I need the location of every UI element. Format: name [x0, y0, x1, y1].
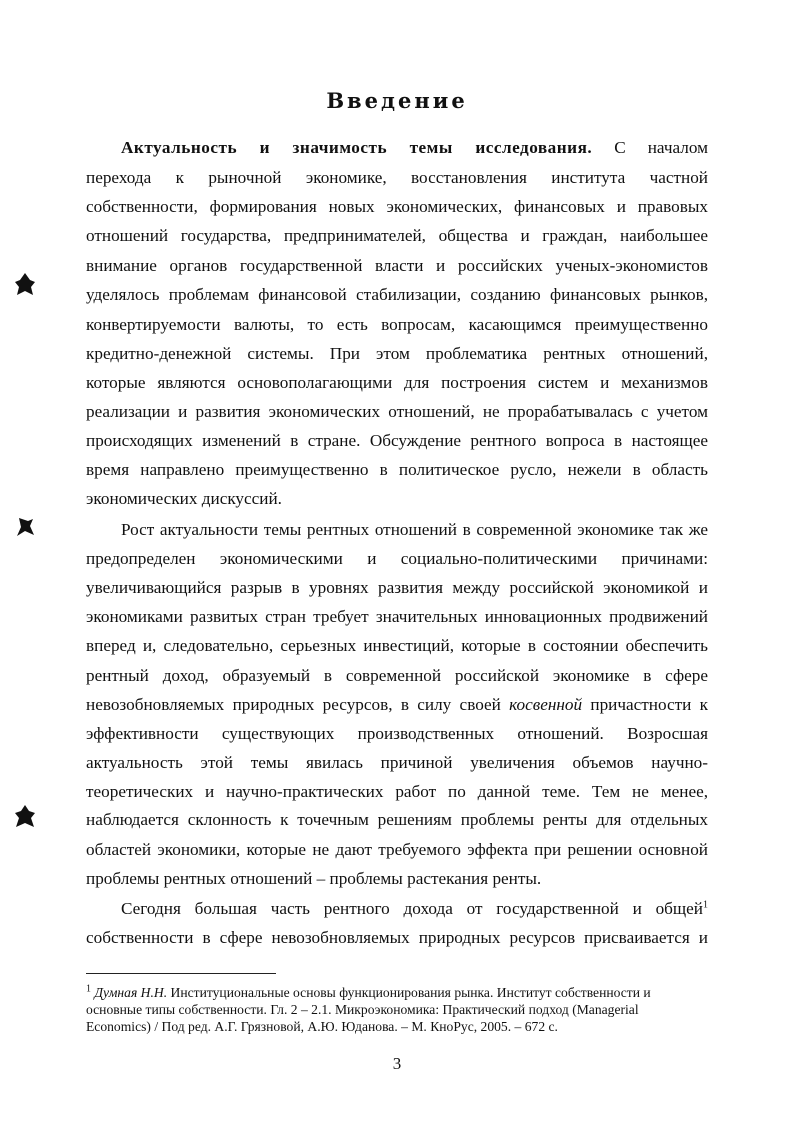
- line-text: экономиками развитых стран требует значительных инновационных продвижений: [86, 607, 708, 626]
- line-text: собственности, формирования новых экономических, финансовых и правовых: [86, 197, 708, 216]
- text-line: [86, 808, 708, 832]
- text-line: [86, 693, 708, 717]
- text-line: [86, 224, 708, 248]
- footnote-ref: 1: [703, 899, 708, 911]
- line-text: эффективности существующих производственных отношений. Возросшая: [86, 724, 708, 743]
- footnote-rule: [86, 973, 276, 974]
- scan-mark-icon: [14, 272, 36, 296]
- footnote-text-1: Институциональные основы функционирования рынка. Институт собственности и: [167, 985, 651, 1000]
- text-line: [86, 487, 708, 511]
- line-text: экономических дискуссий.: [86, 489, 282, 508]
- line-text: актуальность этой темы явилась причиной увеличения объемов научно-: [86, 753, 708, 772]
- line-text: перехода к рыночной экономике, восстановления института частной: [86, 168, 708, 187]
- line-text: Сегодня большая часть рентного дохода от государственной и общей: [121, 899, 703, 918]
- text-line: [86, 722, 708, 746]
- page-number: 3: [392, 1054, 402, 1073]
- text-line: [86, 283, 708, 307]
- text-line: [86, 664, 708, 688]
- text-line: [86, 926, 708, 950]
- line-text: время направлено преимущественно в политическое русло, нежели в область: [86, 460, 708, 479]
- text-line: [121, 136, 708, 160]
- footnote-line-3: Economics) / Под ред. А.Г. Грязновой, А.Ю. Юданова. – М. КноРус, 2005. – 672 с.: [86, 1019, 558, 1034]
- line-text: рентный доход, образуемый в современной российской экономике в сфере: [86, 666, 708, 685]
- line-text: собственности в сфере невозобновляемых природных ресурсов присваивается и: [86, 928, 708, 947]
- text-line: [86, 371, 708, 395]
- line-text: отношений государства, предпринимателей, общества и граждан, наибольшее: [86, 226, 708, 245]
- text-line: [86, 751, 708, 775]
- text-line: [86, 634, 708, 658]
- line-text: вперед и, следовательно, серьезных инвестиций, которые в состоянии обеспечить: [86, 636, 708, 655]
- line-text: наблюдается склонность к точечным решениям проблемы ренты для отдельных: [86, 810, 708, 829]
- scan-mark-icon: [14, 804, 36, 828]
- text-line: [86, 458, 708, 482]
- footnote-marker: 1: [86, 983, 91, 995]
- line-text-tail: причастности к: [582, 695, 709, 714]
- text-line: [86, 780, 708, 804]
- line-text: проблемы рентных отношений – проблемы растекания ренты.: [86, 869, 542, 888]
- line-text: теоретических и научно-практических работ по данной теме. Тем не менее,: [86, 782, 708, 801]
- line-text: которые являются основополагающими для построения систем и механизмов: [86, 373, 708, 392]
- text-line: [86, 605, 708, 629]
- section-heading: Введение: [326, 88, 468, 113]
- text-line: [86, 166, 708, 190]
- text-line: [86, 195, 708, 219]
- line-text: реализации и развития экономических отношений, не прорабатывалась с учетом: [86, 402, 708, 421]
- line-text: Рост актуальности темы рентных отношений в современной экономике так же: [121, 520, 708, 539]
- line-text: происходящих изменений в стране. Обсуждение рентного вопроса в настоящее: [86, 431, 708, 450]
- text-line: [86, 313, 708, 337]
- footnote-line-1: [86, 984, 708, 1001]
- italic-term: косвенной: [509, 695, 583, 714]
- scan-mark-icon: [15, 516, 35, 538]
- lead-phrase: Актуальность и значимость темы исследования.: [121, 138, 593, 157]
- text-line: [86, 838, 708, 862]
- text-line: [86, 400, 708, 424]
- line-text: предопределен экономическими и социально-политическими причинами:: [86, 549, 708, 568]
- text-line: [121, 518, 708, 542]
- text-line: [86, 429, 708, 453]
- footnote-author: Думная Н.Н.: [94, 985, 168, 1000]
- text-line: [121, 897, 708, 921]
- line-text: невозобновляемых природных ресурсов, в силу своей: [86, 695, 510, 714]
- footnote-line-2: основные типы собственности. Гл. 2 – 2.1. Микроэкономика: Практический подход (Managerial: [86, 1002, 639, 1017]
- line-text: уделялось проблемам финансовой стабилизации, созданию финансовых рынков,: [86, 285, 708, 304]
- line-text: конвертируемости валюты, то есть вопросам, касающимся преимущественно: [86, 315, 708, 334]
- text-line: [86, 254, 708, 278]
- line-text: областей экономики, которые не дают требуемого эффекта при решении основной: [86, 840, 708, 859]
- text-line: [86, 867, 708, 891]
- text-line: [86, 342, 708, 366]
- text-line: [86, 576, 708, 600]
- line-text: С началом: [592, 138, 708, 157]
- line-text: кредитно-денежной системы. При этом проблематика рентных отношений,: [86, 344, 708, 363]
- line-text: увеличивающийся разрыв в уровнях развития между российской экономикой и: [86, 578, 708, 597]
- line-text: внимание органов государственной власти и российских ученых-экономистов: [86, 256, 708, 275]
- text-line: [86, 547, 708, 571]
